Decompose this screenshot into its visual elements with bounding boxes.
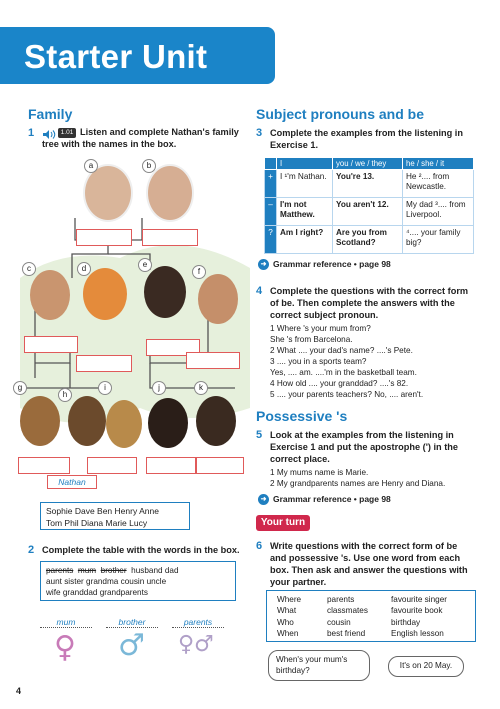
speech-bubble-answer: It's on 20 May. — [388, 656, 464, 677]
name-box-i[interactable] — [87, 457, 137, 474]
question-line: 1 Where 's your mum from? — [270, 324, 371, 333]
exercise-3-instruction-line2: Exercise 1. — [270, 140, 319, 150]
word: parents — [327, 595, 355, 604]
struck-word: parents — [46, 566, 74, 575]
male-symbol-icon: ♂ — [118, 628, 145, 663]
female-symbol-icon: ♀ — [54, 630, 76, 665]
exercise-3-number: 3 — [256, 127, 263, 139]
table-cell: I ¹'m Nathan. — [277, 170, 333, 198]
question-line: She 's from Barcelona. — [270, 335, 353, 344]
word: favourite singer — [391, 595, 447, 604]
audio-track-badge: 1.01 — [58, 128, 76, 138]
girl-portrait-j — [148, 398, 188, 448]
exercise-2-number: 2 — [28, 544, 35, 556]
page-title: Starter Unit — [24, 38, 208, 75]
subject-pronouns-heading: Subject pronouns and be — [256, 106, 425, 122]
exercise-5-instruction-line1: Look at the examples from the listening in — [270, 430, 454, 440]
names-word-box — [40, 502, 190, 530]
label-i: i — [98, 381, 112, 395]
exercise-4-number: 4 — [256, 285, 263, 297]
family-words-box — [40, 561, 236, 601]
word: Where — [277, 595, 302, 604]
exercise-3-instruction-line1: Complete the examples from the listening in — [270, 128, 463, 138]
arrow-icon: ➜ — [258, 259, 269, 270]
column-3 — [391, 594, 447, 640]
row-sign-positive: + — [265, 170, 277, 198]
sentence-2: 2 My grandparents names are Henry and Diana. — [270, 479, 446, 488]
exercise-6-instruction-line4: your partner. — [270, 577, 327, 587]
exercise-4-instruction-line1: Complete the questions with the correct form — [270, 286, 469, 296]
grammar-reference-2[interactable] — [258, 494, 391, 505]
word-columns-box — [266, 590, 476, 642]
exercise-1-number: 1 — [28, 127, 35, 139]
word: What — [277, 606, 297, 616]
name-box-g[interactable] — [18, 457, 70, 474]
label-g: g — [13, 381, 27, 395]
label-a: a — [84, 159, 98, 173]
question-line: 2 What .... your dad's name? ....'s Pete. — [270, 346, 413, 355]
family-heading: Family — [28, 106, 73, 122]
table-header-blank — [265, 158, 277, 170]
female-male-symbol-icon: ♀♂ — [178, 632, 214, 657]
table-cell: Am I right? — [277, 226, 333, 254]
boy-portrait-h — [68, 396, 106, 446]
table-cell[interactable]: ⁴.... your family big? — [403, 226, 474, 254]
exercise-5-number: 5 — [256, 429, 263, 441]
be-grammar-table — [264, 157, 474, 254]
word-line-3: wife granddad grandparents — [46, 588, 148, 597]
table-cell: I'm not Matthew. — [277, 198, 333, 226]
exercise-1-instruction-line1: Listen and complete Nathan's family — [80, 127, 239, 137]
label-f: f — [192, 265, 206, 279]
possessive-heading: Possessive 's — [256, 408, 348, 424]
page-number: 4 — [16, 686, 22, 696]
name-box-c[interactable] — [24, 336, 78, 353]
arrow-icon: ➜ — [258, 494, 269, 505]
table-cell: You aren't 12. — [333, 198, 403, 226]
struck-word: brother — [100, 566, 127, 575]
boy-portrait-k — [196, 396, 236, 446]
question-line: Yes, .... am. ....'m in the basketball team. — [270, 368, 417, 377]
exercise-6-instruction-line3: box. Then ask and answer the questions with — [270, 565, 468, 575]
sentence-1: 1 My mums name is Marie. — [270, 468, 369, 477]
name-box-b[interactable] — [142, 229, 198, 246]
column-header-male: brother — [106, 617, 158, 628]
question-line: 5 .... your parents teachers? No, .... aren't. — [270, 390, 424, 399]
word: cousin — [327, 617, 351, 627]
label-e: e — [138, 258, 152, 272]
father-portrait-f — [198, 274, 238, 324]
label-c: c — [22, 262, 36, 276]
boy-portrait-g — [20, 396, 60, 446]
exercise-6-number: 6 — [256, 540, 263, 552]
speech-bubble-question: When's your mum's birthday? — [268, 650, 370, 681]
table-header-i: I — [277, 158, 333, 170]
column-1 — [277, 594, 301, 640]
grandmother-portrait-b — [146, 164, 194, 222]
word: favourite book — [391, 606, 443, 616]
table-cell[interactable]: My dad ³.... from Liverpool. — [403, 198, 474, 226]
exercise-4-instruction-line2: of be. Then complete the answers with the — [270, 298, 455, 308]
word: Who — [277, 617, 294, 627]
question-line: 3 .... you in a sports team? — [270, 357, 367, 366]
column-header-female: mum — [40, 617, 92, 628]
grammar-reference-text: Grammar reference • page 98 — [273, 259, 391, 269]
mother-portrait-d — [83, 268, 127, 320]
name-box-k[interactable] — [196, 457, 244, 474]
your-turn-badge: Your turn — [256, 515, 310, 531]
grammar-reference-1[interactable] — [258, 259, 391, 270]
name-box-j[interactable] — [146, 457, 196, 474]
label-b: b — [142, 159, 156, 173]
grammar-reference-text: Grammar reference • page 98 — [273, 494, 391, 504]
exercise-2-instruction: Complete the table with the words in the box. — [42, 545, 240, 555]
table-cell: Are you from Scotland? — [333, 226, 403, 254]
uncle-portrait-c — [30, 270, 70, 320]
row-sign-question: ? — [265, 226, 277, 254]
table-cell[interactable]: He ².... from Newcastle. — [403, 170, 474, 198]
exercise-4-instruction-line3: correct subject pronoun. — [270, 310, 379, 320]
exercise-1-instruction-line2: tree with the names in the box. — [42, 139, 177, 149]
table-cell: You're 13. — [333, 170, 403, 198]
exercise-6-instruction-line1: Write questions with the correct form of be — [270, 541, 458, 551]
word: best friend — [327, 629, 366, 639]
column-2 — [327, 594, 368, 640]
girl-portrait-i — [106, 400, 142, 448]
word-list-rest: husband dad — [131, 566, 179, 575]
label-j: j — [152, 381, 166, 395]
exercise-5-instruction-line3: correct place. — [270, 454, 330, 464]
label-d: d — [77, 262, 91, 276]
label-k: k — [194, 381, 208, 395]
name-box-h-nathan: Nathan — [47, 475, 97, 489]
label-h: h — [58, 388, 72, 402]
word: classmates — [327, 606, 368, 616]
row-sign-negative: – — [265, 198, 277, 226]
table-header-he-she-it: he / she / it — [403, 158, 474, 170]
word: When — [277, 629, 299, 639]
family-tree-illustration — [20, 158, 250, 498]
question-line: 4 How old .... your granddad? ....'s 82. — [270, 379, 409, 388]
word-line-2: aunt sister grandma cousin uncle — [46, 577, 167, 586]
name-box-f[interactable] — [186, 352, 240, 369]
struck-word: mum — [77, 566, 97, 575]
names-line-1: Sophie Dave Ben Henry Anne — [46, 506, 159, 516]
exercise-5-instruction-line2: Exercise 1 and put the apostrophe (') in the — [270, 442, 459, 452]
audio-icon[interactable] — [42, 127, 56, 138]
table-header-you-we-they: you / we / they — [333, 158, 403, 170]
names-line-2: Tom Phil Diana Marie Lucy — [46, 518, 148, 528]
name-box-d[interactable] — [76, 355, 132, 372]
word: birthday — [391, 617, 421, 627]
exercise-6-instruction-line2: and possessive 's. Use one word from each — [270, 553, 461, 563]
column-header-both: parents — [172, 617, 224, 628]
word: English lesson — [391, 629, 444, 639]
aunt-portrait-e — [144, 266, 186, 318]
name-box-a[interactable] — [76, 229, 132, 246]
